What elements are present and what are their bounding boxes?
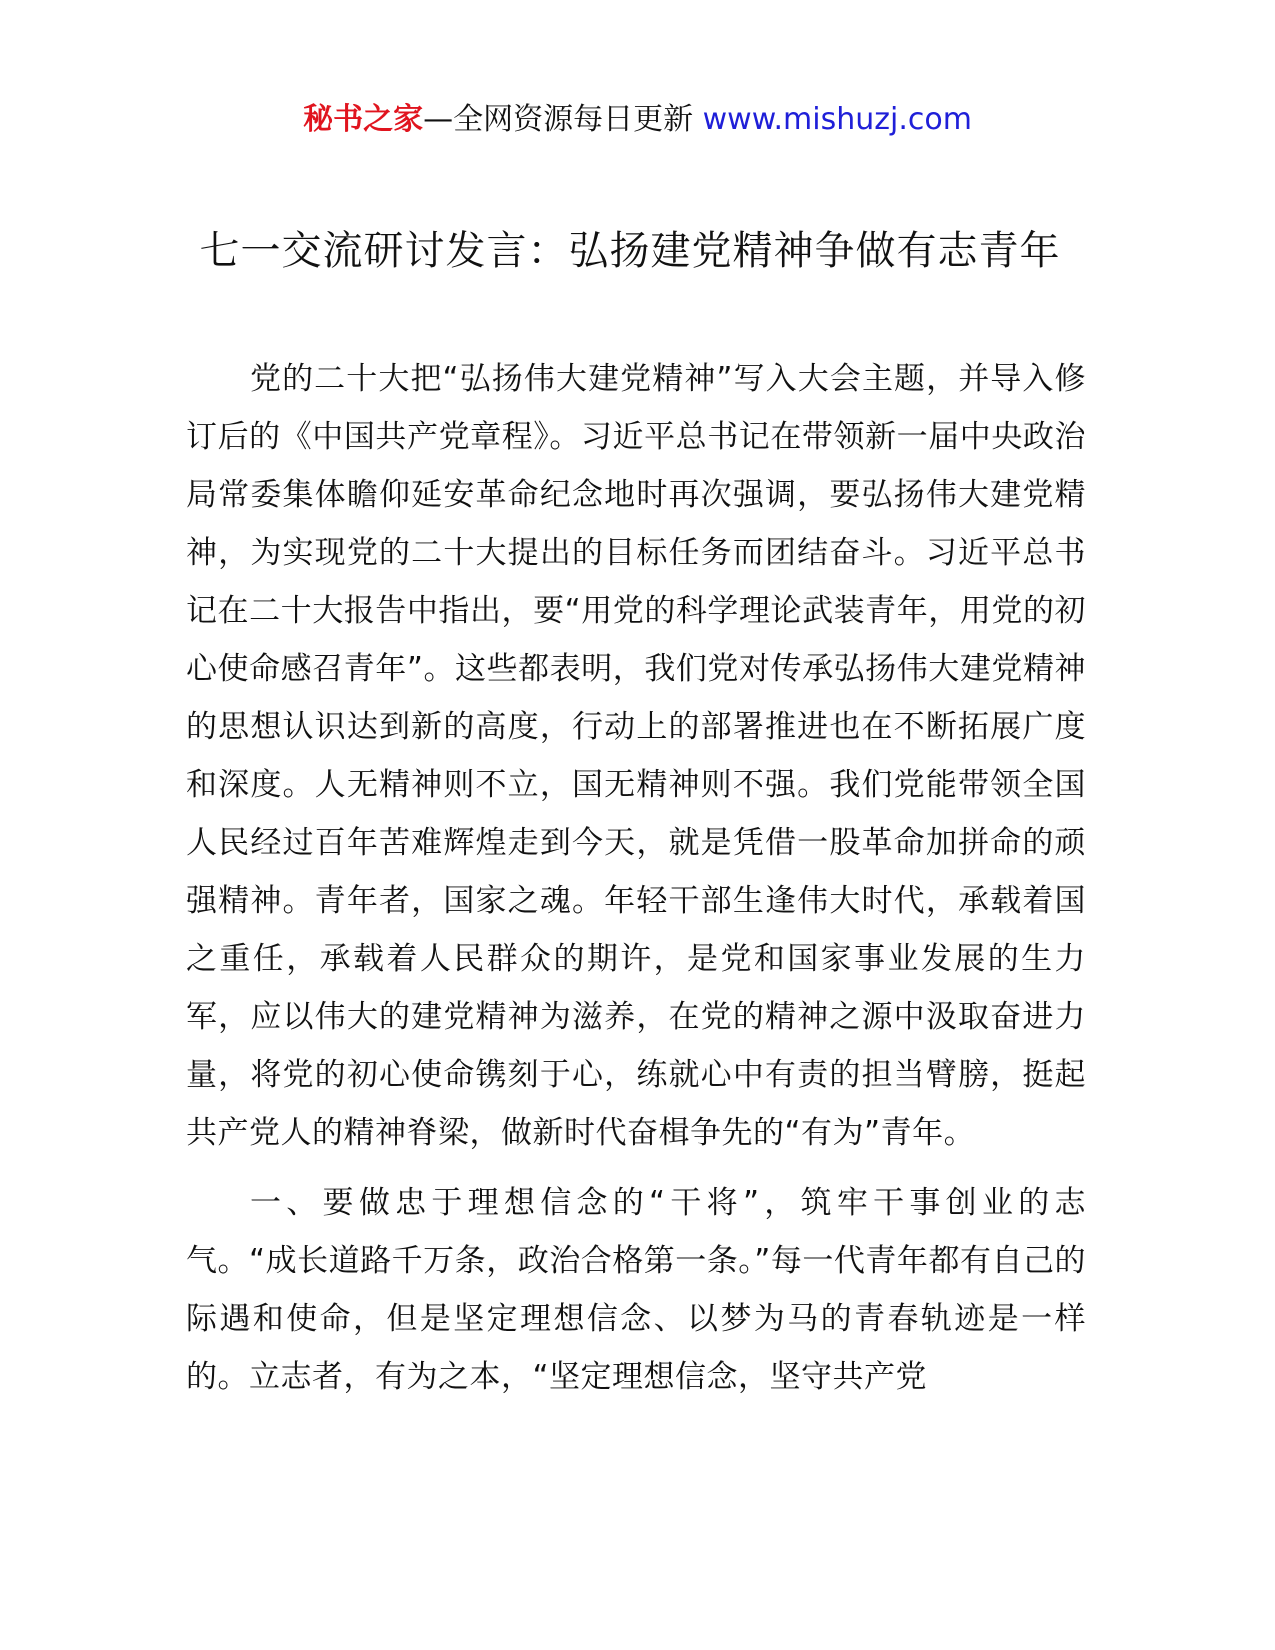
document-title: 七一交流研讨发言：弘扬建党精神争做有志青年 [199, 228, 1061, 274]
site-tagline: —全网资源每日更新 [423, 102, 703, 137]
body-paragraph: 一、要做忠于理想信念的“干将”，筑牢干事创业的志气。“成长道路千万条，政治合格第一条。”每一代青年都有自己的际遇和使命，但是坚定理想信念、以梦为马的青春轨迹是一样的。立志者，有为之本，“坚定理想信念，坚守共产党 [186, 1185, 1086, 1395]
body-paragraph: 党的二十大把“弘扬伟大建党精神”写入大会主题，并导入修订后的《中国共产党章程》。习近平总书记在带领新一届中央政治局常委集体瞻仰延安革命纪念地时再次强调，要弘扬伟大建党精神，为实现党的二十大提出的目标任务而团结奋斗。习近平总书记在二十大报告中指出，要“用党的科学理论武装青年，用党的初心使命感召青年”。这些都表明，我们党对传承弘扬伟大建党精神的思想认识达到新的高度，行动上的部署推进也在不断拓展广度和深度。人无精神则不立，国无精神则不强。我们党能带领全国人民经过百年苦难辉煌走到今天，就是凭借一股革命加拼命的顽强精神。青年者，国家之魂。年轻干部生逢伟大时代，承载着国之重任，承载着人民群众的期许，是党和国家事业发展的生力军，应以伟大的建党精神为滋养，在党的精神之源中汲取奋进力量，将党的初心使命镌刻于心，练就心中有责的担当臂膀，挺起共产党人的精神脊梁，做新时代奋楫争先的“有为”青年。 [186, 361, 1086, 1151]
site-brand: 秘书之家 [303, 102, 424, 137]
site-url-link[interactable]: www.mishuzj.com [702, 102, 972, 137]
site-header [0, 98, 1275, 142]
document-body [186, 350, 1086, 1418]
